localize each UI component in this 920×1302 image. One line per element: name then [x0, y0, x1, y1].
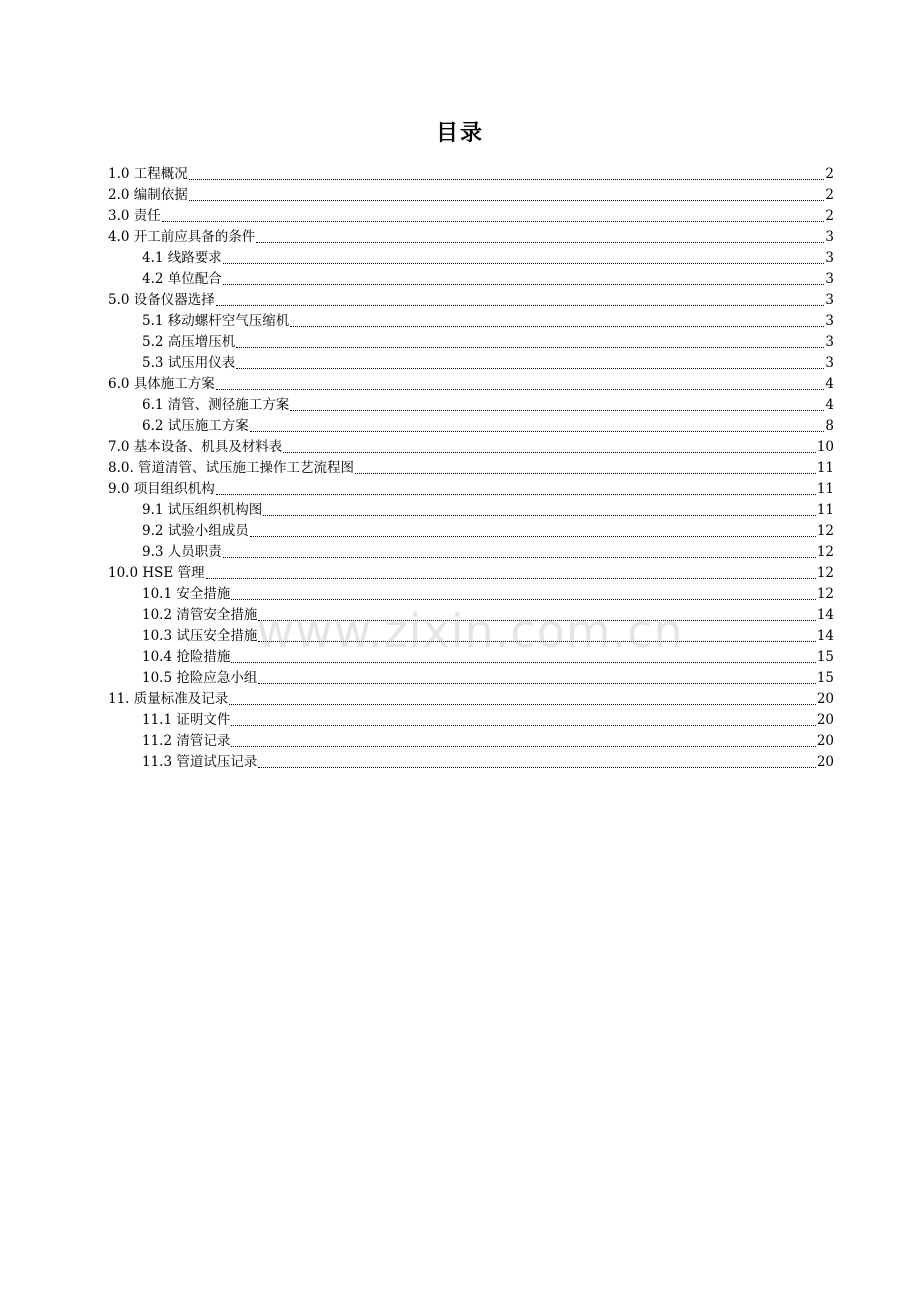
toc-entry-text: 9.2 试验小组成员: [142, 523, 249, 539]
toc-dot-leader: [250, 431, 825, 432]
toc-entry-text: 9.3 人员职责: [142, 544, 222, 560]
toc-entry[interactable]: [108, 626, 834, 647]
toc-entry-text: 1.0 工程概况: [108, 166, 188, 182]
toc-page-number: 3: [825, 292, 834, 308]
toc-page-number: 20: [816, 691, 834, 707]
toc-entry-text: 6.0 具体施工方案: [108, 376, 215, 392]
toc-dot-leader: [290, 410, 824, 411]
toc-entry-text: 11.3 管道试压记录: [142, 754, 258, 770]
toc-entry[interactable]: [108, 500, 834, 521]
toc-entry[interactable]: [108, 542, 834, 563]
toc-entry-text: 11.1 证明文件: [142, 712, 231, 728]
toc-entry-text: 5.2 高压增压机: [142, 334, 236, 350]
toc-entry[interactable]: [108, 374, 834, 395]
toc-dot-leader: [290, 326, 824, 327]
toc-page-number: 12: [816, 544, 834, 560]
toc-entry-text: 4.1 线路要求: [142, 250, 222, 266]
toc-entry-text: 5.3 试压用仪表: [142, 355, 236, 371]
toc-entry-text: 7.0 基本设备、机具及材料表: [108, 439, 283, 455]
toc-dot-leader: [236, 368, 824, 369]
toc-entry-text: 10.0 HSE 管理: [108, 565, 205, 581]
toc-page-number: 3: [825, 334, 834, 350]
toc-entry-text: 10.4 抢险措施: [142, 649, 231, 665]
toc-dot-leader: [236, 347, 824, 348]
toc-entry[interactable]: [108, 731, 834, 752]
toc-page-number: 4: [825, 397, 834, 413]
toc-page-number: 20: [816, 733, 834, 749]
toc-list: [108, 164, 834, 773]
toc-entry-text: 10.2 清管安全措施: [142, 607, 258, 623]
toc-entry-text: 10.3 试压安全措施: [142, 628, 258, 644]
toc-page-number: 12: [816, 565, 834, 581]
toc-entry[interactable]: [108, 206, 834, 227]
toc-entry-text: 9.0 项目组织机构: [108, 481, 215, 497]
toc-page-number: 3: [825, 229, 834, 245]
toc-entry[interactable]: [108, 311, 834, 332]
toc-page-number: 15: [816, 649, 834, 665]
toc-dot-leader: [231, 599, 815, 600]
toc-dot-leader: [206, 578, 816, 579]
toc-dot-leader: [223, 557, 816, 558]
toc-page-number: 2: [825, 166, 834, 182]
toc-dot-leader: [189, 200, 825, 201]
toc-dot-leader: [258, 620, 815, 621]
toc-title: 目录: [435, 121, 484, 146]
toc-entry[interactable]: [108, 164, 834, 185]
toc-dot-leader: [189, 179, 825, 180]
toc-dot-leader: [263, 515, 816, 516]
toc-entry-text: 9.1 试压组织机构图: [142, 502, 263, 518]
toc-entry[interactable]: [108, 353, 834, 374]
toc-page-number: 10: [816, 439, 834, 455]
toc-entry[interactable]: [108, 710, 834, 731]
toc-entry-text: 11. 质量标准及记录: [108, 691, 229, 707]
toc-entry[interactable]: [108, 227, 834, 248]
toc-page-number: 3: [825, 271, 834, 287]
toc-dot-leader: [223, 284, 825, 285]
toc-page-number: 11: [816, 460, 834, 476]
toc-entry-text: 8.0. 管道清管、试压施工操作工艺流程图: [108, 460, 355, 476]
toc-page-number: 11: [816, 481, 834, 497]
toc-entry[interactable]: [108, 416, 834, 437]
toc-entry-text: 6.2 试压施工方案: [142, 418, 249, 434]
toc-entry-text: 4.0 开工前应具备的条件: [108, 229, 256, 245]
toc-page-number: 12: [816, 523, 834, 539]
toc-dot-leader: [231, 662, 815, 663]
toc-entry-text: 5.1 移动螺杆空气压缩机: [142, 313, 290, 329]
toc-entry-text: 6.1 清管、测径施工方案: [142, 397, 290, 413]
watermark: www.zixin.com.cn: [256, 604, 684, 658]
toc-entry-text: 5.0 设备仪器选择: [108, 292, 215, 308]
toc-dot-leader: [216, 389, 825, 390]
toc-dot-leader: [283, 452, 816, 453]
toc-entry[interactable]: [108, 668, 834, 689]
toc-dot-leader: [258, 767, 815, 768]
toc-dot-leader: [231, 746, 815, 747]
toc-entry[interactable]: [108, 479, 834, 500]
toc-entry-text: 10.5 抢险应急小组: [142, 670, 258, 686]
toc-page-number: 3: [825, 355, 834, 371]
toc-entry[interactable]: [108, 332, 834, 353]
toc-page-number: 2: [825, 187, 834, 203]
toc-entry[interactable]: [108, 584, 834, 605]
toc-entry-text: 4.2 单位配合: [142, 271, 222, 287]
toc-page-number: 8: [825, 418, 834, 434]
toc-dot-leader: [162, 221, 825, 222]
toc-page-number: 20: [816, 712, 834, 728]
toc-page-number: 14: [816, 607, 834, 623]
toc-entry[interactable]: [108, 563, 834, 584]
toc-dot-leader: [231, 725, 815, 726]
toc-dot-leader: [258, 683, 815, 684]
toc-dot-leader: [250, 536, 816, 537]
toc-entry[interactable]: [108, 395, 834, 416]
toc-page-number: 20: [816, 754, 834, 770]
toc-entry[interactable]: [108, 647, 834, 668]
toc-dot-leader: [216, 494, 816, 495]
toc-page-number: 14: [816, 628, 834, 644]
toc-page-number: 11: [816, 502, 834, 518]
toc-entry[interactable]: [108, 752, 834, 773]
toc-page-number: 3: [825, 313, 834, 329]
toc-dot-leader: [355, 473, 816, 474]
toc-entry[interactable]: [108, 185, 834, 206]
toc-dot-leader: [258, 641, 815, 642]
toc-page-number: 4: [825, 376, 834, 392]
toc-dot-leader: [256, 242, 824, 243]
toc-entry[interactable]: [108, 437, 834, 458]
toc-dot-leader: [229, 704, 816, 705]
toc-page-number: 12: [816, 586, 834, 602]
toc-entry-text: 10.1 安全措施: [142, 586, 231, 602]
toc-entry[interactable]: [108, 269, 834, 290]
toc-entry[interactable]: [108, 458, 834, 479]
toc-dot-leader: [216, 305, 825, 306]
toc-entry[interactable]: [108, 521, 834, 542]
toc-entry[interactable]: [108, 689, 834, 710]
toc-entry-text: 2.0 编制依据: [108, 187, 188, 203]
toc-entry[interactable]: [108, 290, 834, 311]
toc-entry-text: 3.0 责任: [108, 208, 161, 224]
toc-entry[interactable]: [108, 248, 834, 269]
toc-entry[interactable]: [108, 605, 834, 626]
toc-page-number: 15: [816, 670, 834, 686]
toc-dot-leader: [223, 263, 825, 264]
toc-page-number: 3: [825, 250, 834, 266]
toc-page-number: 2: [825, 208, 834, 224]
toc-entry-text: 11.2 清管记录: [142, 733, 231, 749]
